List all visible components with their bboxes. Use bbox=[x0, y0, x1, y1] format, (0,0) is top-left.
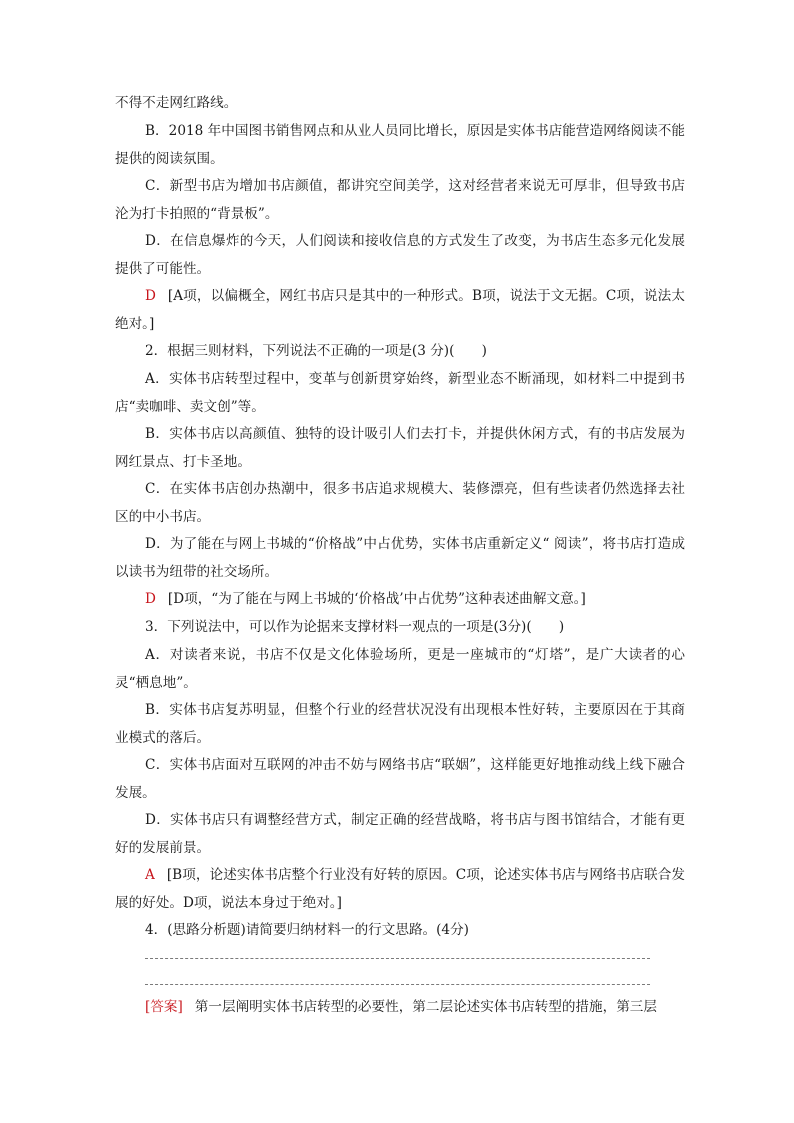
answer-3 bbox=[115, 862, 685, 917]
question-3-option-a: A．对读者来说，书店不仅是文化体验场所，更是一座城市的“灯塔”，是广大读者的心灵“栖息地”。 bbox=[115, 647, 685, 691]
question-2-option-a: A．实体书店转型过程中，变革与创新贯穿始终，新型业态不断涌现，如材料二中提到书店“卖咖啡、卖文创”等。 bbox=[115, 371, 685, 415]
option-d: D．在信息爆炸的今天，人们阅读和接收信息的方式发生了改变，为书店生态多元化发展提供了可能性。 bbox=[115, 233, 685, 277]
answer-4-text: 第一层阐明实体书店转型的必要性，第二层论述实体书店转型的措施，第三层 bbox=[194, 999, 657, 1015]
answer-1 bbox=[115, 283, 685, 338]
answer-blank-line-2 bbox=[145, 984, 650, 985]
answer-1-letter: D bbox=[145, 288, 156, 304]
question-2: 2．根据三则材料，下列说法不正确的一项是(3 分)( ) bbox=[145, 343, 487, 359]
question-3: 3．下列说法中，可以作为论据来支撑材料一观点的一项是(3分)( ) bbox=[145, 619, 565, 635]
question-3-option-b: B．实体书店复苏明显，但整个行业的经营状况没有出现根本性好转，主要原因在于其商业模式的落后。 bbox=[115, 702, 685, 746]
answer-2 bbox=[115, 586, 685, 614]
answer-2-explanation: [D项，“为了能在与网上书城的‘价格战’中占优势”这种表述曲解文意。] bbox=[167, 591, 586, 607]
question-2-option-d: D．为了能在与网上书城的“价格战”中占优势，实体书店重新定义“ 阅读”，将书店打造成以读书为纽带的社交场所。 bbox=[115, 536, 685, 580]
question-2-option-c: C．在实体书店创办热潮中，很多书店追求规模大、装修漂亮，但有些读者仍然选择去社区的中小书店。 bbox=[115, 481, 685, 525]
question-3-option-c: C．实体书店面对互联网的冲击不妨与网络书店“联姻”，这样能更好地推动线上线下融合发展。 bbox=[115, 757, 685, 801]
question-4: 4．(思路分析题)请简要归纳材料一的行文思路。(4分) bbox=[145, 922, 469, 938]
question-3-option-d: D．实体书店只有调整经营方式，制定正确的经营战略，将书店与图书馆结合，才能有更好的发展前景。 bbox=[115, 812, 685, 856]
paragraph-continuation: 不得不走网红路线。 bbox=[115, 95, 238, 111]
answer-3-letter: A bbox=[145, 867, 155, 883]
answer-2-letter: D bbox=[145, 591, 156, 607]
answer-3-explanation: [B项，论述实体书店整个行业没有好转的原因。C项，论述实体书店与网络书店联合发展的好处。D项，说法本身过于绝对。] bbox=[115, 867, 685, 911]
option-c: C．新型书店为增加书店颜值，都讲究空间美学，这对经营者来说无可厚非，但导致书店沦为打卡拍照的“背景板”。 bbox=[115, 178, 685, 222]
question-2-option-b: B．实体书店以高颜值、独特的设计吸引人们去打卡，并提供休闲方式，有的书店发展为网红景点、打卡圣地。 bbox=[115, 426, 685, 470]
answer-1-explanation: [A项，以偏概全，网红书店只是其中的一种形式。B项，说法于文无据。C项，说法太绝对。] bbox=[115, 288, 685, 332]
answer-4-label: [答案] bbox=[145, 999, 183, 1015]
answer-4 bbox=[145, 994, 690, 1022]
option-b: B．2018 年中国图书销售网点和从业人员同比增长，原因是实体书店能营造网络阅读不能提供的阅读氛围。 bbox=[115, 123, 685, 167]
answer-blank-line-1 bbox=[145, 958, 650, 959]
